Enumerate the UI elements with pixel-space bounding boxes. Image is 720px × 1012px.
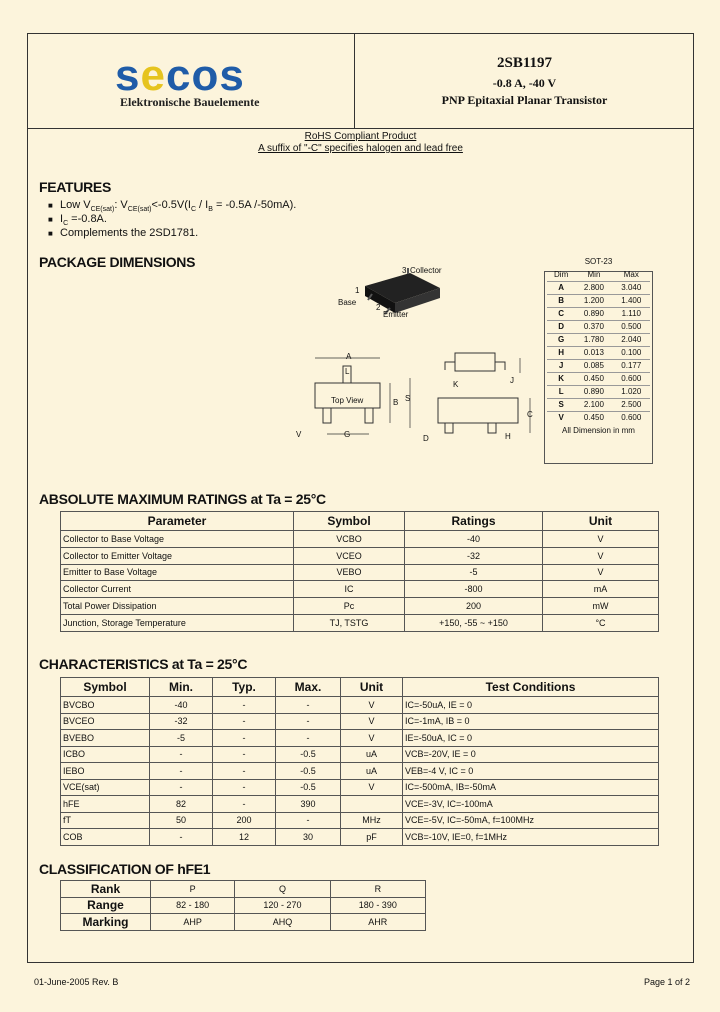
dim-label-a: A	[346, 352, 352, 361]
sot-value: 1.780	[575, 333, 612, 346]
classification-row	[61, 881, 426, 898]
ch-unit: pF	[341, 829, 403, 846]
amr-symbol: TJ, TSTG	[294, 614, 405, 631]
ch-typ: -	[213, 763, 276, 780]
ch-max: -0.5	[276, 779, 341, 796]
ch-test-condition: VCE=-5V, IC=-50mA, f=100MHz	[403, 812, 659, 829]
sot-value: 0.450	[575, 411, 612, 424]
ch-min: 82	[150, 796, 213, 813]
amr-symbol: VEBO	[294, 564, 405, 581]
ch-max: -0.5	[276, 746, 341, 763]
ch-typ: -	[213, 730, 276, 747]
sot-row	[547, 359, 650, 372]
ch-symbol: VCE(sat)	[61, 779, 150, 796]
part-description: PNP Epitaxial Planar Transistor	[441, 93, 608, 107]
classification-row	[61, 897, 426, 914]
package-title: PACKAGE DIMENSIONS	[39, 254, 196, 270]
logo-subtitle: Elektronische Bauelemente	[120, 95, 260, 109]
amr-row	[61, 598, 659, 615]
classification-value: R	[330, 881, 425, 898]
amr-row	[61, 547, 659, 564]
ch-symbol: BVEBO	[61, 730, 150, 747]
amr-unit: V	[543, 547, 659, 564]
amr-parameter: Emitter to Base Voltage	[61, 564, 294, 581]
sot-dim: A	[547, 281, 575, 294]
characteristics-row	[61, 779, 659, 796]
amr-unit: V	[543, 564, 659, 581]
ch-unit: V	[341, 713, 403, 730]
amr-parameter: Total Power Dissipation	[61, 598, 294, 615]
classification-row-label: Marking	[61, 914, 151, 931]
ch-test-condition: VCE=-3V, IC=-100mA	[403, 796, 659, 813]
sot-dim: J	[547, 359, 575, 372]
company-logo: secos	[115, 51, 245, 100]
classification-value: AHQ	[235, 914, 330, 931]
classification-value: 82 - 180	[151, 897, 235, 914]
ch-unit: V	[341, 779, 403, 796]
characteristics-row	[61, 829, 659, 846]
sot-value: 0.450	[575, 372, 612, 385]
sot-value: 0.085	[575, 359, 612, 372]
classification-row-label: Rank	[61, 881, 151, 898]
amr-header-ratings: Ratings	[405, 512, 543, 531]
collector-label: Collector	[410, 266, 442, 275]
top-view-label: Top View	[331, 396, 364, 405]
ch-test-condition: IE=-50uA, IC = 0	[403, 730, 659, 747]
ch-unit: uA	[341, 746, 403, 763]
ch-typ: -	[213, 697, 276, 714]
sot-dim: G	[547, 333, 575, 346]
sot-dim: B	[547, 294, 575, 307]
part-number: 2SB1197	[496, 55, 553, 71]
ch-max: -	[276, 713, 341, 730]
sot-row	[547, 307, 650, 320]
dim-label-h: H	[505, 432, 511, 441]
amr-unit: mA	[543, 581, 659, 598]
amr-symbol: IC	[294, 581, 405, 598]
sot-value: 1.400	[613, 294, 650, 307]
amr-row	[61, 614, 659, 631]
classification-value: P	[151, 881, 235, 898]
ch-header-min: Min.	[150, 678, 213, 697]
amr-rating: -40	[405, 531, 543, 548]
characteristics-row	[61, 763, 659, 780]
sot-row	[547, 281, 650, 294]
classification-value: 120 - 270	[235, 897, 330, 914]
ch-header-test-conditions: Test Conditions	[403, 678, 659, 697]
sot-row	[547, 346, 650, 359]
ch-test-condition: VCB=-10V, IE=0, f=1MHz	[403, 829, 659, 846]
footer-date: 01-June-2005 Rev. B	[34, 977, 119, 987]
sot-row	[547, 333, 650, 346]
sot-dim: K	[547, 372, 575, 385]
sot-dim: D	[547, 320, 575, 333]
amr-symbol: Pc	[294, 598, 405, 615]
classification-value: AHP	[151, 914, 235, 931]
sot-value: 1.110	[613, 307, 650, 320]
sot-value: 2.100	[575, 398, 612, 411]
sot-value: 2.500	[613, 398, 650, 411]
amr-table	[60, 511, 659, 632]
ch-header-symbol: Symbol	[61, 678, 150, 697]
amr-unit: mW	[543, 598, 659, 615]
amr-parameter: Collector to Emitter Voltage	[61, 547, 294, 564]
ch-min: -40	[150, 697, 213, 714]
classification-value: Q	[235, 881, 330, 898]
sot-header-max: Max	[623, 269, 639, 279]
pin-label-2: 2	[376, 303, 381, 312]
amr-header-parameter: Parameter	[61, 512, 294, 531]
feature-item: ■ Low $V_{CE(sat)}$: $V_{CE(sat)}<-0.5V(I_C / I_B = -0.5A$ /-50mA).	[48, 199, 297, 214]
ch-min: -	[150, 829, 213, 846]
ch-symbol: ICBO	[61, 746, 150, 763]
dim-label-j: J	[510, 376, 514, 385]
ch-max: 30	[276, 829, 341, 846]
ch-max: -	[276, 697, 341, 714]
classification-table	[60, 880, 426, 931]
characteristics-table	[60, 677, 659, 846]
ch-min: -32	[150, 713, 213, 730]
sot-value: 1.020	[613, 385, 650, 398]
ch-test-condition: VCB=-20V, IE = 0	[403, 746, 659, 763]
sot-row	[547, 385, 650, 398]
sot-dim: H	[547, 346, 575, 359]
ch-symbol: IEBO	[61, 763, 150, 780]
ch-unit: V	[341, 697, 403, 714]
sot-value: 1.200	[575, 294, 612, 307]
classification-value: AHR	[330, 914, 425, 931]
sot-value: 2.040	[613, 333, 650, 346]
header-divider	[27, 128, 694, 129]
sot-value: 0.013	[575, 346, 612, 359]
amr-header-symbol: Symbol	[294, 512, 405, 531]
ch-typ: 200	[213, 812, 276, 829]
pin-label-1: 1	[355, 286, 360, 295]
sot23-note: All Dimension in mm	[562, 426, 635, 435]
ch-min: 50	[150, 812, 213, 829]
characteristics-title: CHARACTERISTICS at Ta = 25°C	[39, 656, 248, 672]
ch-max: 390	[276, 796, 341, 813]
package-drawing	[290, 258, 540, 458]
dim-label-d: D	[423, 434, 429, 443]
dim-label-k: K	[453, 380, 459, 389]
pin-label-3: 3	[402, 266, 407, 275]
sot-row	[547, 411, 650, 424]
sot-value: 0.500	[613, 320, 650, 333]
amr-title: ABSOLUTE MAXIMUM RATINGS at Ta = 25°C	[39, 491, 326, 507]
sot23-dimension-table	[547, 254, 650, 437]
characteristics-row	[61, 713, 659, 730]
characteristics-row	[61, 746, 659, 763]
sot-header-dim: Dim	[554, 269, 569, 279]
amr-header-unit: Unit	[543, 512, 659, 531]
ch-header-unit: Unit	[341, 678, 403, 697]
sot-value: 0.890	[575, 385, 612, 398]
sot-row	[547, 398, 650, 411]
dim-label-g: G	[344, 430, 351, 439]
dim-label-v: V	[296, 430, 302, 439]
emitter-label: Emitter	[383, 310, 409, 319]
features-title: FEATURES	[39, 179, 112, 195]
amr-unit: V	[543, 531, 659, 548]
sot-dim: C	[547, 307, 575, 320]
footer-page: Page 1 of 2	[643, 977, 690, 987]
ch-unit: uA	[341, 763, 403, 780]
ch-unit: V	[341, 730, 403, 747]
halogen-notice: A suffix of "-C" specifies halogen and lead free	[258, 143, 463, 154]
sot-value: 0.600	[613, 372, 650, 385]
ch-header-typ: Typ.	[213, 678, 276, 697]
characteristics-row	[61, 730, 659, 747]
ch-symbol: hFE	[61, 796, 150, 813]
amr-row	[61, 581, 659, 598]
amr-row	[61, 531, 659, 548]
ch-test-condition: IC=-500mA, IB=-50mA	[403, 779, 659, 796]
amr-parameter: Collector to Base Voltage	[61, 531, 294, 548]
sot-row	[547, 320, 650, 333]
part-rating: -0.8 A, -40 V	[492, 76, 557, 90]
sot-value: 0.370	[575, 320, 612, 333]
amr-rating: 200	[405, 598, 543, 615]
classification-row-label: Range	[61, 897, 151, 914]
sot-value: 0.100	[613, 346, 650, 359]
ch-max: -0.5	[276, 763, 341, 780]
ch-min: -	[150, 763, 213, 780]
sot-value: 0.600	[613, 411, 650, 424]
feature-item: ■ $I_C =-0.8A$.	[48, 213, 107, 228]
sot-row	[547, 294, 650, 307]
ch-test-condition: VEB=-4 V, IC = 0	[403, 763, 659, 780]
base-label: Base	[338, 298, 357, 307]
ch-symbol: BVCEO	[61, 713, 150, 730]
sot-dim: S	[547, 398, 575, 411]
sot-value: 3.040	[613, 281, 650, 294]
characteristics-row	[61, 796, 659, 813]
sot-value: 2.800	[575, 281, 612, 294]
amr-symbol: VCBO	[294, 531, 405, 548]
sot-row	[547, 372, 650, 385]
ch-max: -	[276, 730, 341, 747]
sot-dim: V	[547, 411, 575, 424]
ch-min: -	[150, 779, 213, 796]
classification-title: CLASSIFICATION OF hFE1	[39, 861, 211, 877]
amr-symbol: VCEO	[294, 547, 405, 564]
ch-typ: -	[213, 746, 276, 763]
amr-rating: -800	[405, 581, 543, 598]
rohs-notice: RoHS Compliant Product	[304, 131, 417, 142]
ch-typ: -	[213, 796, 276, 813]
dim-label-l: L	[345, 367, 350, 376]
ch-symbol: COB	[61, 829, 150, 846]
amr-unit: °C	[543, 614, 659, 631]
dim-label-b: B	[393, 398, 399, 407]
amr-rating: +150, -55 ~ +150	[405, 614, 543, 631]
ch-symbol: BVCBO	[61, 697, 150, 714]
sot-header-min: Min	[587, 269, 601, 279]
sot23-title: SOT-23	[584, 256, 613, 266]
ch-typ: 12	[213, 829, 276, 846]
ch-min: -	[150, 746, 213, 763]
classification-value: 180 - 390	[330, 897, 425, 914]
dim-label-s: S	[405, 394, 411, 403]
amr-row	[61, 564, 659, 581]
ch-max: -	[276, 812, 341, 829]
characteristics-row	[61, 697, 659, 714]
amr-parameter: Collector Current	[61, 581, 294, 598]
classification-row	[61, 914, 426, 931]
amr-rating: -32	[405, 547, 543, 564]
ch-unit: MHz	[341, 812, 403, 829]
ch-symbol: fT	[61, 812, 150, 829]
ch-typ: -	[213, 713, 276, 730]
sot-dim: L	[547, 385, 575, 398]
ch-test-condition: IC=-1mA, IB = 0	[403, 713, 659, 730]
ch-header-max: Max.	[276, 678, 341, 697]
sot-value: 0.177	[613, 359, 650, 372]
amr-rating: -5	[405, 564, 543, 581]
characteristics-row	[61, 812, 659, 829]
ch-typ: -	[213, 779, 276, 796]
feature-item: ■ Complements the 2SD1781.	[48, 227, 199, 239]
ch-min: -5	[150, 730, 213, 747]
dim-label-c: C	[527, 410, 533, 419]
amr-parameter: Junction, Storage Temperature	[61, 614, 294, 631]
sot-value: 0.890	[575, 307, 612, 320]
ch-unit	[341, 796, 403, 813]
ch-test-condition: IC=-50uA, IE = 0	[403, 697, 659, 714]
